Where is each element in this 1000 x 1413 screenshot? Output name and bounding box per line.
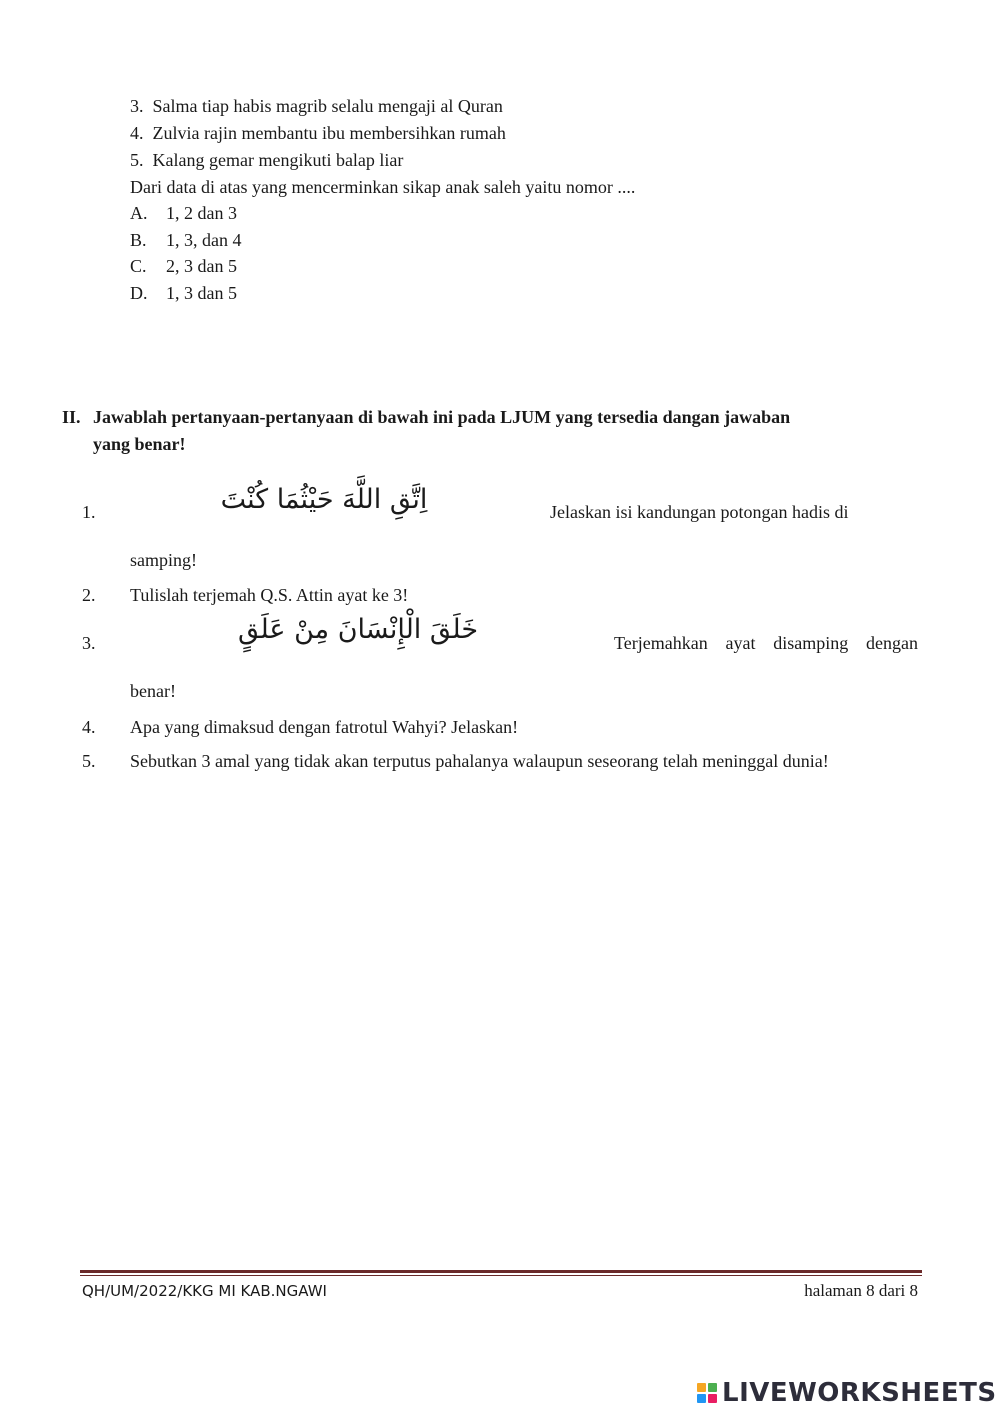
list-item: 3. Salma tiap habis magrib selalu mengaji al Quran bbox=[130, 96, 503, 116]
brand-name: LIVEWORKSHEETS bbox=[722, 1378, 997, 1408]
question-text: Jelaskan isi kandungan potongan hadis di bbox=[550, 502, 849, 522]
option-d[interactable]: D. 1, 3 dan 5 bbox=[130, 283, 237, 303]
page-number: halaman 8 dari 8 bbox=[804, 1281, 918, 1300]
arabic-hadith-text: اِتَّقِ اللَّهَ حَيْثُمَا كُنْتَ bbox=[220, 484, 428, 515]
question-text: Apa yang dimaksud dengan fatrotul Wahyi? Jelaskan! bbox=[130, 717, 519, 737]
footer-divider-thin bbox=[80, 1275, 922, 1276]
section-instruction: Jawablah pertanyaan-pertanyaan di bawah ini pada LJUM yang tersedia dangan jawaban bbox=[93, 407, 791, 427]
liveworksheets-icon bbox=[697, 1383, 717, 1403]
question-text: Sebutkan 3 amal yang tidak akan terputus pahalanya walaupun seseorang telah meninggal dunia! bbox=[130, 751, 829, 771]
question-number: 2. bbox=[82, 585, 96, 605]
section-numeral: II. bbox=[62, 407, 81, 427]
question-text: Terjemahkan ayat disamping dengan bbox=[614, 633, 918, 653]
list-item: 4. Zulvia rajin membantu ibu membersihkan rumah bbox=[130, 123, 506, 143]
option-c[interactable]: C. 2, 3 dan 5 bbox=[130, 256, 237, 276]
question-number: 1. bbox=[82, 502, 96, 522]
option-b[interactable]: B. 1, 3, dan 4 bbox=[130, 230, 242, 250]
arabic-ayat-text: خَلَقَ الْإِنْسَانَ مِنْ عَلَقٍ bbox=[237, 614, 479, 645]
question-text: Dari data di atas yang mencerminkan sikap anak saleh yaitu nomor .... bbox=[130, 177, 636, 197]
footer-code: QH/UM/2022/KKG MI KAB.NGAWI bbox=[82, 1282, 327, 1300]
option-a[interactable]: A. 1, 2 dan 3 bbox=[130, 203, 237, 223]
question-number: 4. bbox=[82, 717, 96, 737]
footer-divider bbox=[80, 1270, 922, 1273]
question-text-cont: benar! bbox=[130, 681, 176, 701]
list-item: 5. Kalang gemar mengikuti balap liar bbox=[130, 150, 404, 170]
question-text-cont: samping! bbox=[130, 550, 197, 570]
section-instruction-cont: yang benar! bbox=[93, 434, 186, 454]
question-text: Tulislah terjemah Q.S. Attin ayat ke 3! bbox=[130, 585, 409, 605]
question-number: 3. bbox=[82, 633, 96, 653]
liveworksheets-logo[interactable] bbox=[697, 1378, 997, 1408]
question-number: 5. bbox=[82, 751, 96, 771]
